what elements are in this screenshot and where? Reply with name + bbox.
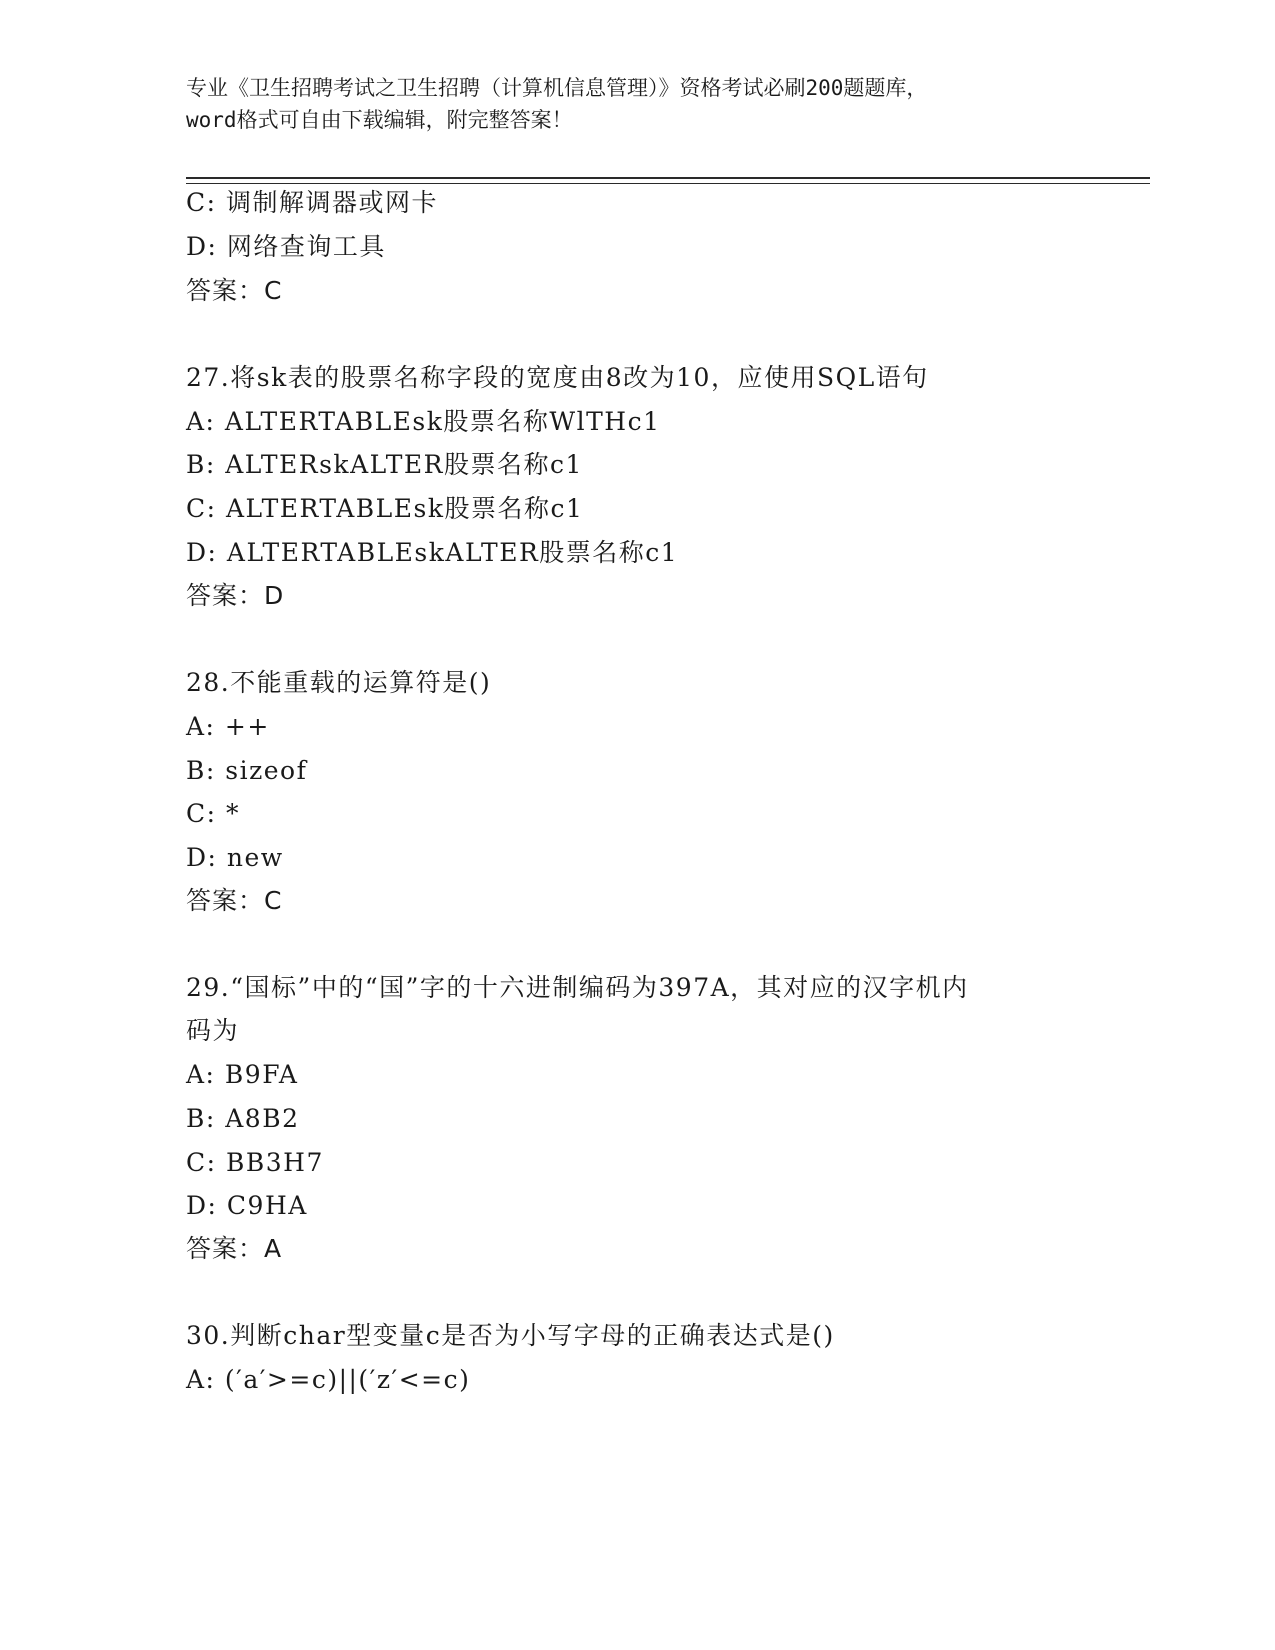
question-29-line-2: 码为	[186, 1016, 240, 1045]
answer-q29: 答案：A	[186, 1234, 283, 1263]
answer-q26: 答案：C	[186, 276, 283, 305]
answer-q27: 答案：D	[186, 581, 285, 610]
option-c-q28: C: *	[186, 799, 240, 828]
option-d-q29: D: C9HA	[186, 1191, 308, 1220]
option-b-q28: B: sizeof	[186, 756, 308, 785]
option-c-q26: C: 调制解调器或网卡	[186, 188, 438, 217]
document-header	[186, 72, 1086, 136]
header-line-1: 专业《卫生招聘考试之卫生招聘（计算机信息管理）》资格考试必刷200题题库，	[186, 76, 928, 100]
header-line-2: word格式可自由下载编辑，附完整答案！	[186, 108, 573, 132]
option-a-q27: A: ALTERTABLEsk股票名称WlTHc1	[186, 407, 661, 436]
question-30: 30.判断char型变量c是否为小写字母的正确表达式是()	[186, 1321, 835, 1350]
option-b-q29: B: A8B2	[186, 1104, 300, 1133]
option-a-q28: A: ++	[186, 712, 270, 741]
answer-q28: 答案：C	[186, 886, 283, 915]
question-28: 28.不能重载的运算符是()	[186, 668, 492, 697]
option-a-q30: A: (′a′>=c)||(′z′<=c)	[186, 1365, 471, 1394]
question-27: 27.将sk表的股票名称字段的宽度由8改为10，应使用SQL语句	[186, 363, 929, 392]
option-d-q26: D: 网络查询工具	[186, 232, 386, 261]
header-rule-thin	[186, 183, 1150, 184]
option-c-q27: C: ALTERTABLEsk股票名称c1	[186, 494, 584, 523]
header-rule-thick	[186, 177, 1150, 179]
option-d-q28: D: new	[186, 843, 284, 872]
question-29-line-1: 29.“国标”中的“国”字的十六进制编码为397A，其对应的汉字机内	[186, 973, 969, 1002]
option-a-q29: A: B9FA	[186, 1060, 299, 1089]
option-d-q27: D: ALTERTABLEskALTER股票名称c1	[186, 538, 679, 567]
option-c-q29: C: BB3H7	[186, 1148, 324, 1177]
option-b-q27: B: ALTERskALTER股票名称c1	[186, 450, 583, 479]
